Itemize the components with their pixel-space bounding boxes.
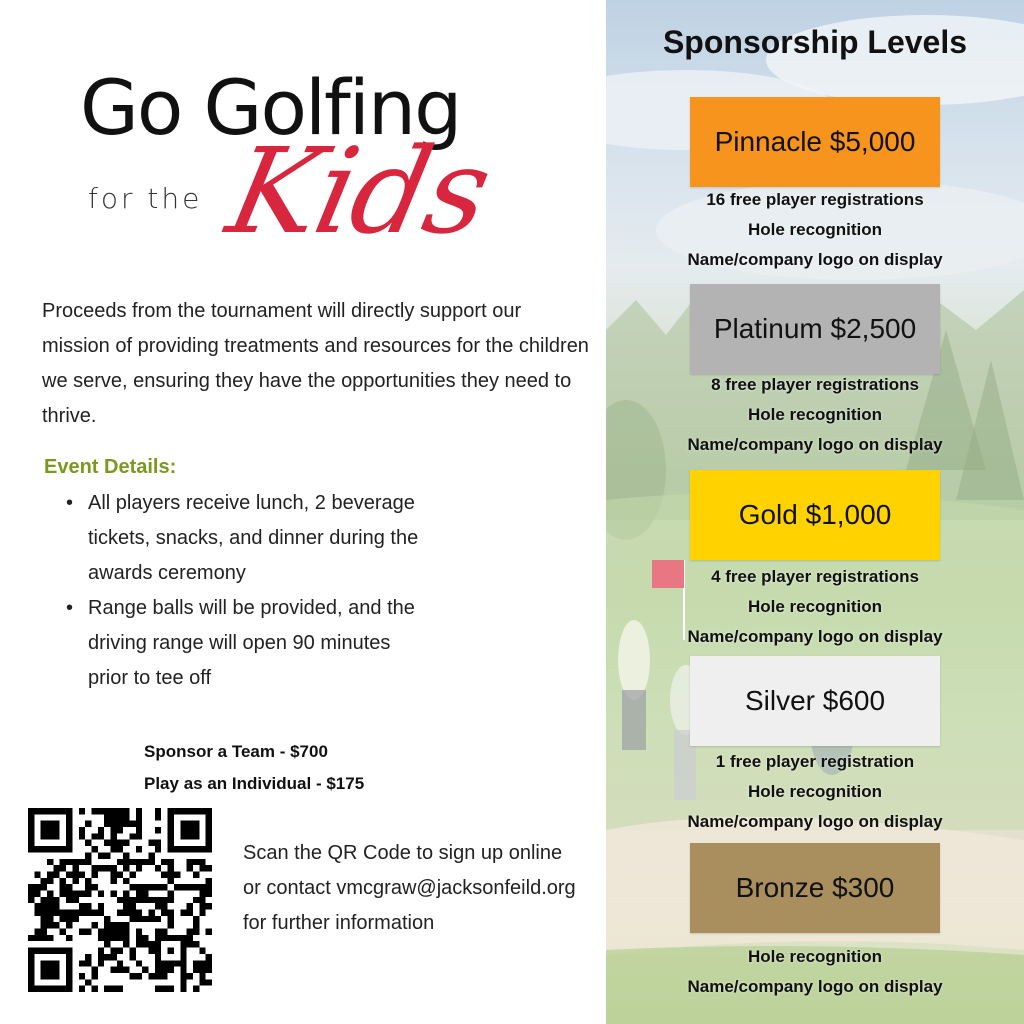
benefit-item: Hole recognition xyxy=(747,782,883,801)
qr-code-graphic xyxy=(28,808,212,992)
tier-label: Pinnacle $5,000 xyxy=(714,126,916,157)
event-logo xyxy=(70,63,550,270)
benefit-item: 16 free player registrations xyxy=(706,190,924,209)
tier-benefits-gold xyxy=(606,562,1024,652)
benefit-item: 4 free player registrations xyxy=(711,567,919,586)
tier-silver xyxy=(690,656,940,746)
tier-gold xyxy=(690,470,940,560)
benefit-item: Name/company logo on display xyxy=(687,812,943,831)
team-price: Sponsor a Team - $700 xyxy=(144,742,328,761)
tier-platinum xyxy=(690,284,940,374)
benefit-item: 8 free player registrations xyxy=(711,375,919,394)
benefit-item: Hole recognition xyxy=(747,597,883,616)
tier-label: Gold $1,000 xyxy=(738,499,892,530)
logo-title: Go Golfing xyxy=(80,63,461,152)
tier-benefits-pinnacle xyxy=(606,185,1024,275)
event-details-heading: Event Details: xyxy=(44,456,177,478)
tier-label: Silver $600 xyxy=(744,685,886,716)
benefit-item: Hole recognition xyxy=(747,220,883,239)
pricing-block xyxy=(144,736,364,800)
intro-paragraph: Proceeds from the tournament will directly support our mission of providing treatments and resources for the children we serve, ensuring they have the opportunities they need to thrive. xyxy=(42,300,589,427)
benefit-item: Name/company logo on display xyxy=(687,977,943,996)
list-item: • All players receive lunch, 2 beverage tickets, snacks, and dinner during the awards ceremony xyxy=(64,486,434,591)
list-item: • Range balls will be provided, and the driving range will open 90 minutes prior to tee off xyxy=(64,591,434,696)
benefit-item: Name/company logo on display xyxy=(687,435,943,454)
tier-label: Bronze $300 xyxy=(735,872,895,903)
sponsorship-title: Sponsorship Levels xyxy=(662,24,968,60)
signup-instructions: Scan the QR Code to sign up online or contact vmcgraw@jacksonfeild.org for further information xyxy=(243,842,576,934)
qr-code[interactable] xyxy=(28,808,212,992)
benefit-item: Hole recognition xyxy=(747,405,883,424)
benefit-item: Name/company logo on display xyxy=(687,250,943,269)
logo-subtitle: for the xyxy=(88,182,203,215)
logo-kids-script: Kids xyxy=(217,122,501,260)
individual-price: Play as an Individual - $175 xyxy=(144,774,365,793)
benefit-item: Hole recognition xyxy=(747,947,883,966)
benefit-item: Name/company logo on display xyxy=(687,627,943,646)
event-details-list xyxy=(64,486,434,696)
tier-pinnacle xyxy=(690,97,940,187)
tier-label: Platinum $2,500 xyxy=(713,313,917,344)
tier-bronze xyxy=(690,843,940,933)
sponsorship-panel xyxy=(606,0,1024,1024)
tier-benefits-bronze xyxy=(606,942,1024,1002)
tier-benefits-platinum xyxy=(606,370,1024,460)
benefit-item: 1 free player registration xyxy=(715,752,915,771)
tier-benefits-silver xyxy=(606,747,1024,837)
